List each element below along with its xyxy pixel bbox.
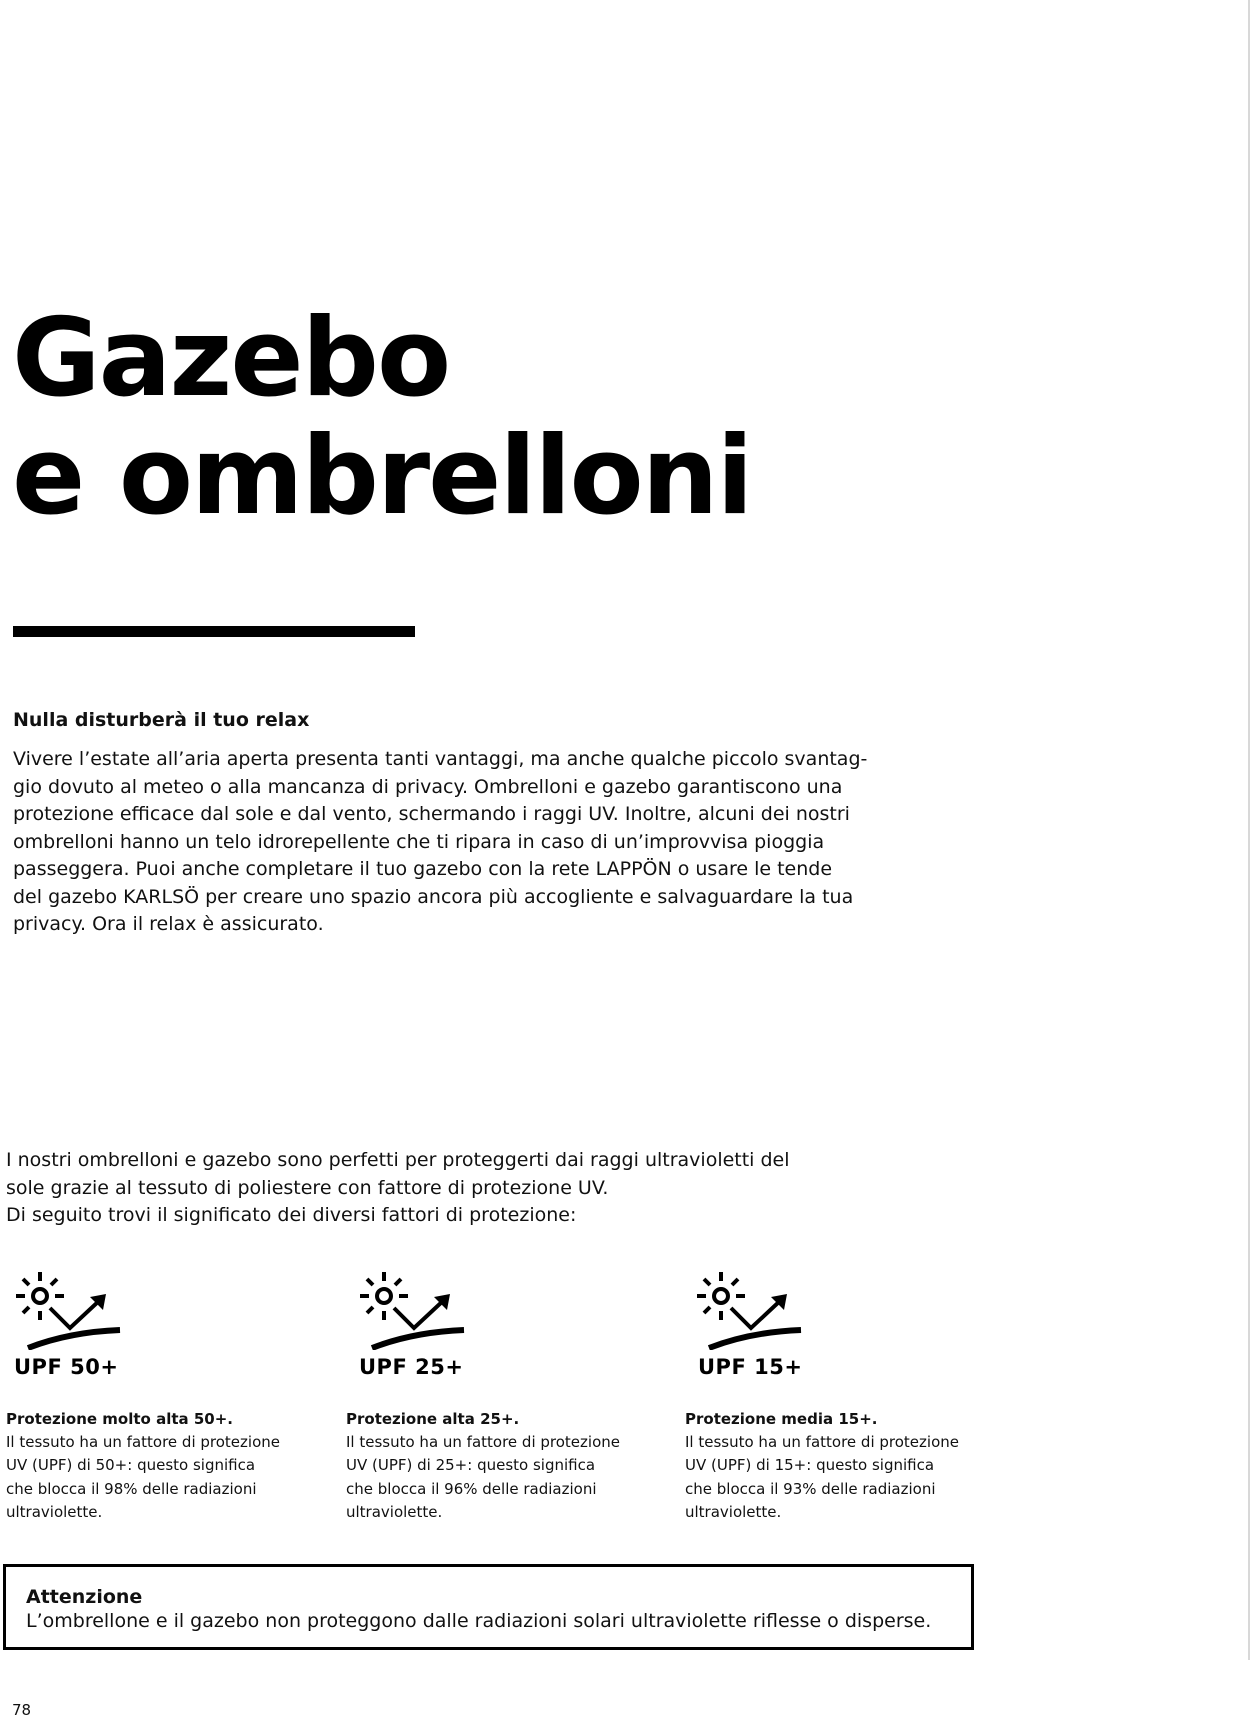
upf-description	[685, 1431, 959, 1524]
warning-text: L’ombrellone e il gazebo non proteggono dalle radiazioni solari ultraviolette riflesse o disperse.	[26, 1610, 932, 1632]
sun-uv-protection-icon	[695, 1270, 805, 1350]
upf-description-line: Il tessuto ha un fattore di protezione	[6, 1433, 280, 1451]
intro-line: Vivere l’estate all’aria aperta presenta tanti vantaggi, ma anche qualche piccolo svantag-	[13, 748, 868, 770]
intro-line: privacy. Ora il relax è assicurato.	[13, 913, 324, 935]
upf-description-line: ultraviolette.	[685, 1502, 782, 1521]
upf-description	[346, 1431, 620, 1524]
uv-intro-line: Di seguito trovi il significato dei diversi fattori di protezione:	[6, 1204, 577, 1226]
uv-intro-paragraph	[6, 1147, 866, 1230]
upf-description-line: ultraviolette.	[6, 1502, 103, 1521]
upf-description-line: che blocca il 98% delle radiazioni	[6, 1479, 257, 1498]
upf-level-high	[346, 1270, 646, 1521]
intro-line: protezione efficace dal sole e dal vento, schermando i raggi UV. Inoltre, alcuni dei nostri	[13, 803, 850, 825]
upf-description-line: ultraviolette.	[346, 1502, 443, 1521]
upf-label: UPF 15+	[698, 1355, 803, 1379]
sun-uv-protection-icon	[358, 1270, 468, 1350]
page-title	[12, 296, 752, 539]
warning-box	[3, 1564, 974, 1650]
upf-description-line: che blocca il 93% delle radiazioni	[685, 1479, 936, 1498]
warning-title: Attenzione	[26, 1586, 143, 1608]
intro-line: gio dovuto al meteo o alla mancanza di privacy. Ombrelloni e gazebo garantiscono una	[13, 775, 843, 798]
upf-description	[6, 1431, 280, 1524]
upf-heading: Protezione molto alta 50+.	[6, 1410, 233, 1428]
sun-uv-protection-icon	[14, 1270, 124, 1350]
upf-description-line: Il tessuto ha un fattore di protezione	[346, 1433, 620, 1451]
intro-line: ombrelloni hanno un telo idrorepellente che ti ripara in caso di un’improvvisa pioggia	[13, 830, 825, 853]
page-title-line: e ombrelloni	[12, 414, 752, 539]
page-title-line: Gazebo	[12, 296, 450, 421]
upf-description-line: Il tessuto ha un fattore di protezione	[685, 1433, 959, 1451]
upf-label: UPF 25+	[359, 1355, 464, 1379]
uv-intro-line: I nostri ombrelloni e gazebo sono perfetti per proteggerti dai raggi ultravioletti del	[6, 1149, 790, 1171]
upf-description-line: UV (UPF) di 25+: questo significa	[346, 1456, 596, 1475]
intro-paragraph	[13, 746, 873, 939]
upf-level-very-high	[6, 1270, 306, 1521]
title-underline-rule	[13, 626, 415, 637]
section-subtitle: Nulla disturberà il tuo relax	[13, 709, 310, 731]
upf-heading: Protezione media 15+.	[685, 1410, 878, 1428]
page-number: 78	[12, 1701, 32, 1719]
upf-level-medium	[685, 1270, 985, 1521]
upf-label: UPF 50+	[14, 1355, 119, 1379]
upf-description-line: UV (UPF) di 50+: questo significa	[6, 1456, 256, 1475]
uv-intro-line: sole grazie al tessuto di poliestere con fattore di protezione UV.	[6, 1176, 609, 1199]
intro-line: passeggera. Puoi anche completare il tuo gazebo con la rete LAPPÖN o usare le tende	[13, 858, 833, 880]
upf-description-line: che blocca il 96% delle radiazioni	[346, 1479, 597, 1498]
upf-description-line: UV (UPF) di 15+: questo significa	[685, 1456, 935, 1475]
upf-heading: Protezione alta 25+.	[346, 1410, 520, 1428]
intro-line: del gazebo KARLSÖ per creare uno spazio ancora più accogliente e salvaguardare la tua	[13, 885, 854, 908]
